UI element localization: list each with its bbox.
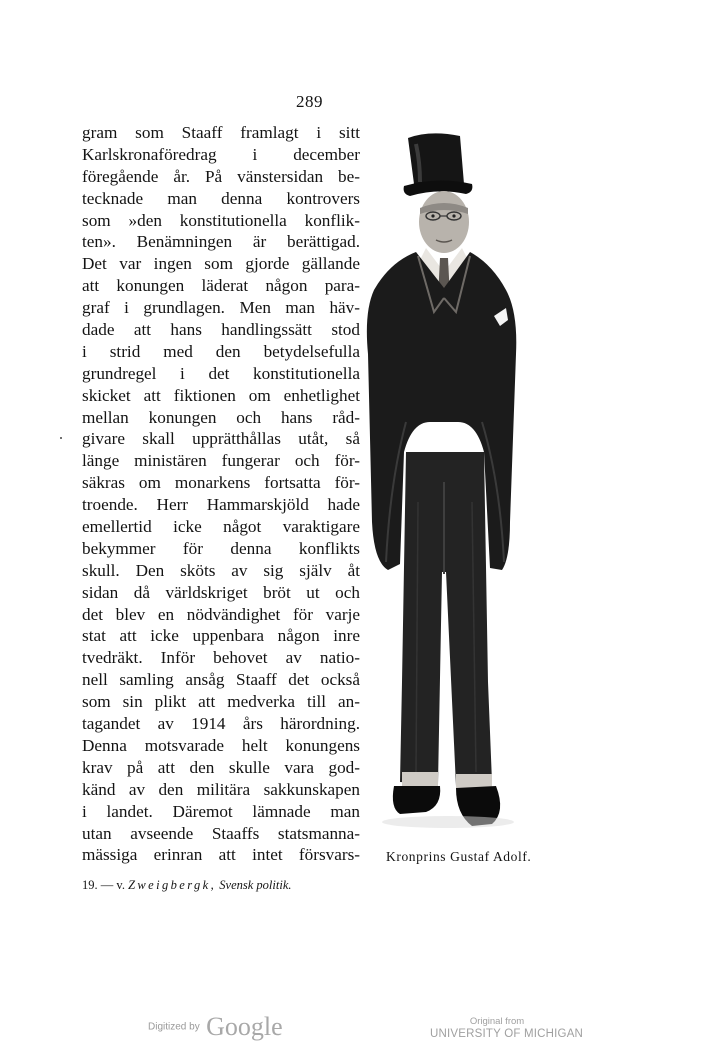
text-line: säkras om monarkens fortsatta för- [82, 473, 360, 493]
text-line: att konungen läderat någon para- [82, 276, 360, 296]
text-line: ten». Benämningen är berättigad. [82, 232, 360, 252]
text-line: graf i grundlagen. Men man häv- [82, 298, 360, 318]
text-line: tecknade man denna kontrovers [82, 188, 360, 208]
page-number: 289 [296, 92, 323, 111]
signature-footnote [82, 878, 292, 893]
text-line: emellertid icke något varaktigare [82, 517, 360, 537]
text-line: länge ministären fungerar och för- [82, 451, 360, 471]
text-line: sidan då världskriget bröt ut och [82, 582, 360, 602]
text-line: som sin plikt att medverka till an- [82, 692, 360, 712]
text-line: mässiga erinran att intet försvars- [82, 845, 360, 865]
google-digitized-watermark [148, 1012, 283, 1042]
portrait-photograph [360, 122, 555, 840]
text-line: dade att hans handlingssätt stod [82, 320, 360, 340]
text-line: tvedräkt. Inför behovet av natio- [82, 648, 360, 668]
signature-title: Svensk politik. [219, 878, 292, 892]
signature-number: 19. — v. [82, 878, 125, 892]
body-text-column [82, 122, 360, 866]
text-line: Det var ingen som gjorde gällande [82, 254, 360, 274]
text-line: utan avseende Staaffs statsmanna- [82, 823, 360, 843]
text-line: givare skall upprätthållas utåt, så [82, 429, 360, 449]
text-line: stat att icke uppenbara någon inre [82, 626, 360, 646]
text-line: Karlskronaföredrag i december [82, 144, 360, 164]
text-line: som »den konstitutionella konflik- [82, 210, 360, 230]
text-line: troende. Herr Hammarskjöld hade [82, 495, 360, 515]
text-line: föregående år. På vänstersidan be- [82, 166, 360, 186]
text-line: det blev en nödvändighet för varje [82, 604, 360, 624]
portrait-figure-drawing [360, 122, 555, 840]
signature-author: Zweigbergk, [128, 878, 217, 892]
institution-name: UNIVERSITY OF MICHIGAN [430, 1028, 584, 1040]
text-line: tagandet av 1914 års härordning. [82, 714, 360, 734]
text-line: mellan konungen och hans råd- [82, 407, 360, 427]
text-line: nell samling ansåg Staaff det också [82, 670, 360, 690]
text-line: krav på att den skulle vara god- [82, 757, 360, 777]
text-line: i landet. Däremot lämnade man [82, 801, 360, 821]
text-line: skicket att fiktionen om enhetlighet [82, 385, 360, 405]
text-line: känd av den militära sakkunskapen [82, 779, 360, 799]
figure-caption: Kronprins Gustaf Adolf. [386, 849, 532, 864]
text-line: gram som Staaff framlagt i sitt [82, 123, 360, 142]
original-from-label: Original from [469, 1016, 525, 1027]
google-logo-text: Google [206, 1012, 283, 1041]
original-source-watermark [430, 1016, 584, 1041]
text-line: Denna motsvarade helt konungens [82, 735, 360, 755]
digitized-by-label: Digitized by [148, 1021, 200, 1033]
text-line: bekymmer för denna konflikts [82, 538, 360, 558]
stray-print-dot [60, 437, 62, 439]
text-line: skull. Den sköts av sig själv åt [82, 560, 360, 580]
text-line: grundregel i det konstitutionella [82, 363, 360, 383]
text-line: i strid med den betydelsefulla [82, 341, 360, 361]
